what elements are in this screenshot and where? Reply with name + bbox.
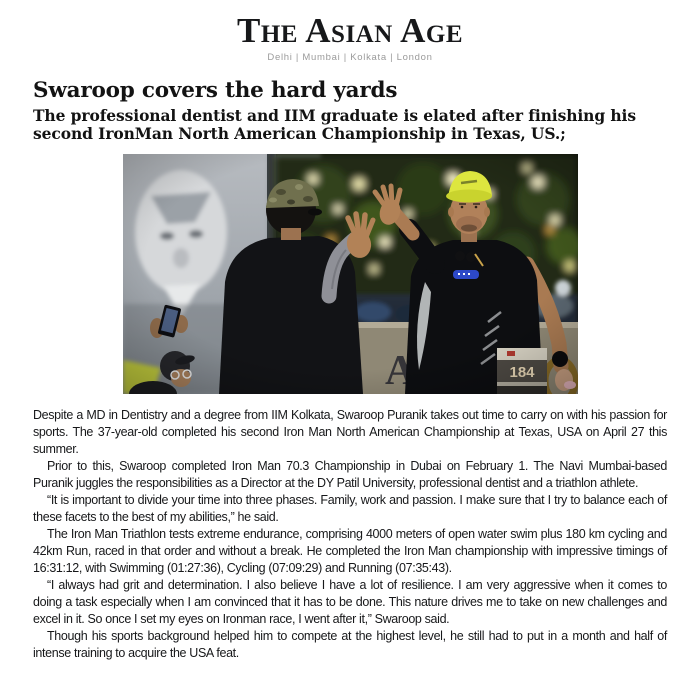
newspaper-editions: Delhi | Mumbai | Kolkata | London [267, 51, 433, 63]
article-paragraph: The Iron Man Triathlon tests extreme endurance, comprising 4000 meters of open water swim plus 180 km cycling and 42km Run, raced in that order and without a break. He completed the Iron Man championship with impressive timings of 16:31:12, with Swimming (01:27:36), Cycling (07:09:29) and Running (07:35:43). [33, 526, 667, 575]
article-paragraph: Despite a MD in Dentistry and a degree from IIM Kolkata, Swaroop Puranik takes out time to carry on with his passion for sports. The 37-year-old completed his second Iron Man North American Championship at Texas, USA on April 27 this summer. [33, 407, 667, 456]
article-paragraph: “It is important to divide your time into three phases. Family, work and passion. I make sure that I try to balance each of these facets to the best of my abilities,” he said. [33, 492, 667, 524]
article-photo [123, 154, 578, 394]
newspaper-logo: The Asian Age [236, 11, 464, 50]
article-paragraph: “I always had grit and determination. I also believe I have a lot of resilience. I am very aggressive when it comes to doing a task especially when I am convinced that it has to be done. This nature drives me to take on new challenges and excel in it. So once I set my eyes on Ironman race, I went after it,” Swaroop said. [33, 577, 667, 626]
article-body [33, 407, 667, 662]
article-headline: Swaroop covers the hard yards [33, 77, 398, 103]
finish-line-photo [123, 154, 578, 394]
masthead [0, 0, 700, 63]
article-subheadline: The professional dentist and IIM graduate is elated after finishing his second IronMan North American Championship in Texas, US.; [33, 106, 636, 144]
article-paragraph: Though his sports background helped him to compete at the highest level, he still had to put in a month and half of intense training to acquire the USA feat. [33, 628, 667, 660]
photo-vignette [123, 154, 578, 394]
article-paragraph: Prior to this, Swaroop completed Iron Man 70.3 Championship in Dubai on February 1. The Navi Mumbai-based Puranik juggles the responsibilities as a Director at the DY Patil University, professional dentist and a triathlon athlete. [33, 458, 667, 490]
